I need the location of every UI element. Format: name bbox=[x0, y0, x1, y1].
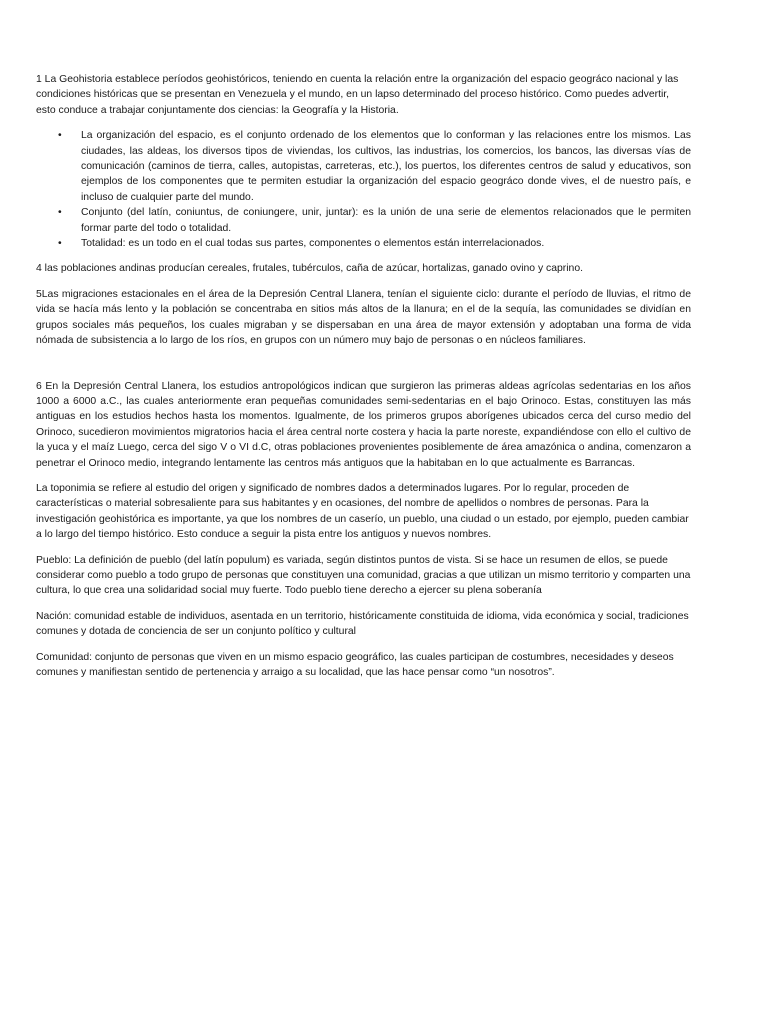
paragraph-pueblo: Pueblo: La definición de pueblo (del latín populum) es variada, según distintos puntos de vista. Si se hace un resumen de ellos, se puede considerar como pueblo a todo grupo de personas que constituyen una comunidad, gracias a que utilizan un mismo territorio y comparten una cultura, lo que crea una solidaridad social muy fuerte. Todo pueblo tiene derecho a ejercer su plena soberanía bbox=[36, 554, 691, 597]
list-item bbox=[36, 205, 691, 236]
document-page bbox=[36, 72, 691, 690]
paragraph-andinas: 4 las poblaciones andinas producían cereales, frutales, tubérculos, caña de azúcar, hortalizas, ganado ovino y caprino. bbox=[36, 263, 584, 275]
paragraph-toponimia: La toponimia se refiere al estudio del origen y significado de nombres dados a determinados lugares. Por lo regular, proceden de características o material sobresaliente para sus habitantes y en ocasiones, del nombre de apellidos o nombres de personas. Para la investigación geohistórica es importante, ya que los nombres de un caserío, un pueblo, una ciudad o un estado, por ejemplo, pueden cambiar a lo largo del tiempo histórico. Esto conduce a seguir la pista entre los antiguos y nuevos nombres. bbox=[36, 482, 689, 541]
list-item bbox=[36, 128, 691, 205]
bullet-icon: • bbox=[58, 207, 62, 219]
list-item-text: Conjunto (del latín, coniuntus, de coniungere, unir, juntar): es la unión de una serie de elementos relacionados que le permiten formar parte del todo o totalidad. bbox=[81, 207, 691, 234]
paragraph-comunidad: Comunidad: conjunto de personas que viven en un mismo espacio geográfico, las cuales participan de costumbres, necesidades y deseos comunes y manifiestan sentido de pertenencia y arraigo a su localidad, que las hace pensar como “un nosotros”. bbox=[36, 651, 674, 678]
definition-list bbox=[36, 128, 691, 251]
paragraph-migraciones: 5Las migraciones estacionales en el área de la Depresión Central Llanera, tenían el siguiente ciclo: durante el período de lluvias, el ritmo de vida se hacía más lento y la población se concentraba en sitios más altos de la llanura; en el de la sequía, las comunidades se dividían en grupos sociales más pequeños, los cuales migraban y se dispersaban en una área de mayor extensión y adoptaban una forma de vida nómada de subsistencia a lo largo de los ríos, en grupos con un número muy bajo de personas o en núcleos familiares. bbox=[36, 288, 691, 347]
list-item-text: La organización del espacio, es el conjunto ordenado de los elementos que lo conforman y las relaciones entre los mismos. Las ciudades, las aldeas, los diversos tipos de viviendas, los cultivos, las industrias, los comercios, los bancos, las diversas vías de comunicación (caminos de tierra, calles, autopistas, carreteras, etc.), los puertos, los diferentes centros de salud y educativos, son ejemplos de los componentes que te permiten estudiar la organización del espacio geográco donde vives, el de nuestro país, e incluso de cualquier parte del mundo. bbox=[81, 130, 691, 203]
paragraph-geohistoria: 1 La Geohistoria establece períodos geohistóricos, teniendo en cuenta la relación entre la organización del espacio geográco nacional y las condiciones históricas que se presentan en Venezuela y el mundo, en un lapso determinado del proceso histórico. Como puedes advertir, esto conduce a trabajar conjuntamente dos ciencias: la Geografía y la Historia. bbox=[36, 74, 679, 116]
paragraph-depresion-central: 6 En la Depresión Central Llanera, los estudios antropológicos indican que surgieron las primeras aldeas agrícolas sedentarias en los años 1000 a 6000 a.C., las cuales anteriormente eran pequeñas comunidades semi-sedentarias en el bajo Orinoco. Estas, constituyen las más antiguas en los estudios hechos hasta los momentos. Igualmente, de los primeros grupos aborígenes ubicados cerca del curso medio del Orinoco, sucedieron movimientos migratorios hacia el área central norte costera y hacia la parte noreste, expandiéndose con ello el cultivo de la yuca y el maíz Luego, cerca del sigo V o VI d.C, otras poblaciones provenientes posiblemente de área amazónica o andina, comenzaron a penetrar el Orinoco medio, integrando lentamente las centros más antiguos que la habitaban en lo que actualmente es Barrancas. bbox=[36, 380, 691, 469]
paragraph-nacion: Nación: comunidad estable de individuos, asentada en un territorio, históricamente constituida de idioma, vida económica y social, tradiciones comunes y dotada de conciencia de ser un conjunto político y cultural bbox=[36, 610, 689, 638]
bullet-icon: • bbox=[58, 238, 62, 250]
list-item-text: Totalidad: es un todo en el cual todas sus partes, componentes o elementos están interrelacionados. bbox=[81, 238, 545, 250]
bullet-icon: • bbox=[58, 130, 62, 142]
list-item bbox=[36, 236, 691, 251]
spacer bbox=[36, 359, 691, 379]
